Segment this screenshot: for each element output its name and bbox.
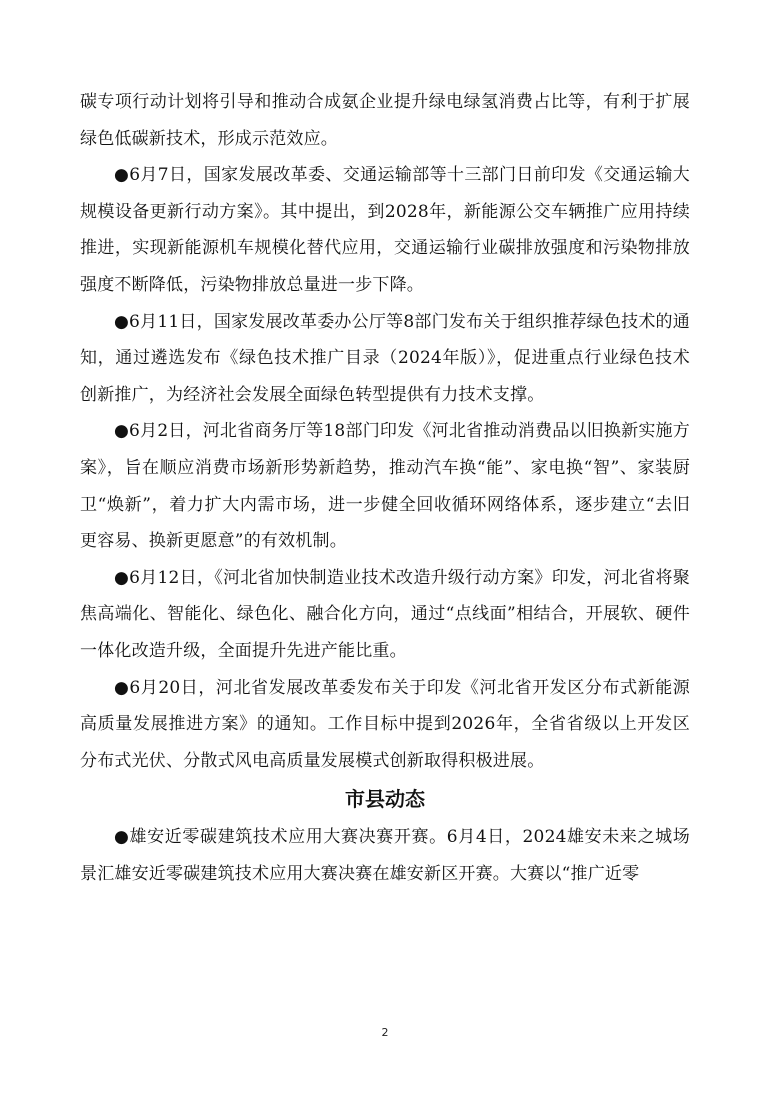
news-item-paragraph: ●6月2日，河北省商务厅等18部门印发《河北省推动消费品以旧换新实施方案》，旨在顺应消费市场新形势新趋势，推动汽车换“能”、家电换“智”、家装厨卫“焕新”，着力扩大内需市场，进一步健全回收循环网络体系，逐步建立“去旧更容易、换新更愿意”的有效机制。: [80, 421, 690, 552]
news-item-paragraph: ●雄安近零碳建筑技术应用大赛决赛开赛。6月4日，2024雄安未来之城场景汇雄安近零碳建筑技术应用大赛决赛在雄安新区开赛。大赛以“推广近零: [80, 827, 690, 884]
paragraph-continuation: 碳专项行动计划将引导和推动合成氨企业提升绿电绿氢消费占比等，有利于扩展绿色低碳新技术，形成示范效应。: [80, 92, 690, 149]
page-number: 2: [381, 1026, 389, 1039]
news-item-paragraph: ●6月11日，国家发展改革委办公厅等8部门发布关于组织推荐绿色技术的通知，通过遴选发布《绿色技术推广目录（2024年版）》，促进重点行业绿色技术创新推广，为经济社会发展全面绿色转型提供有力技术支撑。: [80, 311, 690, 405]
section-title: 市县动态: [345, 787, 425, 812]
news-item-paragraph: ●6月7日，国家发展改革委、交通运输部等十三部门日前印发《交通运输大规模设备更新行动方案》。其中提出，到2028年，新能源公交车辆推广应用持续推进，实现新能源机车规模化替代应用，交通运输行业碳排放强度和污染物排放强度不断降低，污染物排放总量进一步下降。: [80, 165, 690, 295]
news-item-paragraph: ●6月20日，河北省发展改革委发布关于印发《河北省开发区分布式新能源高质量发展推进方案》的通知。工作目标中提到2026年，全省省级以上开发区分布式光伏、分散式风电高质量发展模式创新取得积极进展。: [80, 677, 690, 771]
news-item-paragraph: ●6月12日，《河北省加快制造业技术改造升级行动方案》印发，河北省将聚焦高端化、智能化、绿色化、融合化方向，通过“点线面”相结合，开展软、硬件一体化改造升级，全面提升先进产能比重。: [80, 567, 690, 661]
